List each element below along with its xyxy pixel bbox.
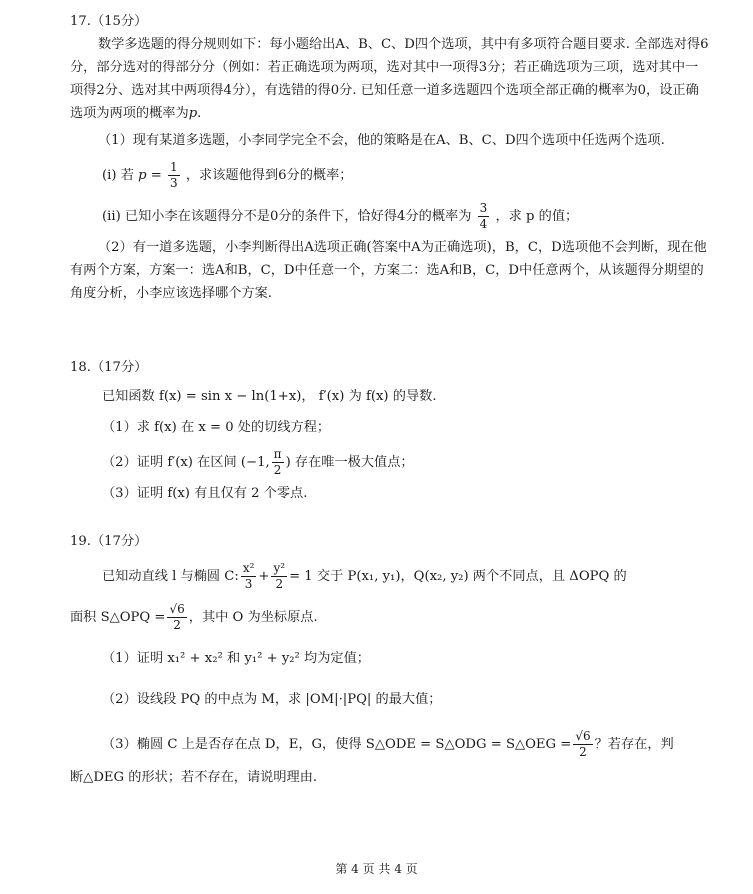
q19-intro-post: = 1 交于 P(x₁, y₁)，Q(x₂, y₂) 两个不同点，且 ΔOPQ 的 [289,569,627,584]
q19-part3 [70,729,710,760]
q19-area [70,602,710,633]
q17-part1-i-fraction [168,160,180,191]
frac-numerator: √6 [169,602,185,616]
q17-intro [70,33,710,125]
q19-part3-pre: （3）椭圆 C 上是否存在点 D，E，G，使得 S△ODE = S△ODG = S△OEG = [102,737,572,752]
q19-ellipse-frac-x [241,561,257,592]
q17-part1-ii-fraction [478,201,490,232]
q19-area-pre: 面积 S△OPQ = [70,610,166,625]
frac-denominator: 3 [244,577,253,591]
q19-part3-line2: 断△DEG 的形状；若不存在，请说明理由. [70,770,318,785]
question-19 [70,530,710,789]
frac-numerator: 3 [479,201,488,215]
q17-part1-ii-pre: (ii) 已知小李在该题得分不是0分的条件下，恰好得4分的概率为 [102,209,472,224]
q19-plus: + [258,569,270,584]
q19-header: 19.（17分） [70,534,148,549]
frac-denominator: 2 [173,618,181,632]
q18-part2-pre: （2）证明 f′(x) 在区间 (−1, [102,455,270,470]
q17-part1: （1）现有某道多选题，小李同学完全不会，他的策略是在A、B、C、D四个选项中任选两个选项. [98,133,665,148]
q19-part3-post: ？若存在，判 [594,737,674,752]
q17-intro-p: p [188,106,198,121]
q19-area-post: ，其中 O 为坐标原点. [188,610,318,625]
q18-part1: （1）求 f(x) 在 x = 0 处的切线方程； [102,420,331,435]
q18-intro: 已知函数 f(x) = sin x − ln(1+x)， f′(x) 为 f(x) 的导数. [102,389,437,404]
q18-part2 [70,447,710,478]
frac-denominator: 2 [579,745,587,759]
q17-part2: （2）有一道多选题，小李判断得出A选项正确(答案中A为正确选项)，B，C，D选项他不会判断，现在他有两个方案，方案一：选A和B，C，D中任意一个，方案二：选A和B，C，D中任意两个，从该题得分期望的角度分析，小李应该选择哪个方案. [70,240,707,301]
q17-part1-ii-post: ，求 p 的值； [495,209,579,224]
frac-numerator: x² [242,561,255,575]
q18-part2-fraction [272,447,284,478]
frac-denominator: 3 [169,176,178,190]
frac-numerator: y² [273,561,286,575]
question-17 [70,10,710,305]
page-footer: 第 4 页 共 4 页 [335,862,418,876]
q17-part1-i [70,160,710,191]
q19-part3-fraction [573,729,592,760]
q19-part1: （1）证明 x₁² + x₂² 和 y₁² + y₂² 均为定值； [102,651,370,666]
q17-part1-ii [70,201,710,232]
q17-part1-i-var: p = [138,168,162,183]
q17-header: 17.（15分） [70,14,148,29]
q19-area-fraction [167,602,186,633]
q17-intro-text: 数学多选题的得分规则如下：每小题给出A、B、C、D四个选项，其中有多项符合题目要求. 全部选对得6分，部分选对的得部分分（例如：若正确选项为两项，选对其中一项得3分；若正确选项为三项，选对其中一项得2分、选对其中两项得4分），有选错的得0分. 已知任意一道多选题四个选项全部正确的概率为0，设正确选项为两项的概率为 [70,37,709,121]
q18-part3: （3）证明 f(x) 有且仅有 2 个零点. [102,486,308,501]
frac-denominator: 2 [275,577,284,591]
q19-ellipse-frac-y [271,561,287,592]
frac-numerator: 1 [169,160,178,174]
q17-intro-end: . [197,106,202,121]
q17-part1-i-pre: (i) 若 [102,168,134,183]
frac-denominator: 4 [479,217,488,231]
q19-intro [70,561,710,592]
frac-numerator: √6 [575,729,591,743]
q18-header: 18.（17分） [70,360,148,375]
q18-part2-post: ) 存在唯一极大值点； [285,455,414,470]
q19-part2: （2）设线段 PQ 的中点为 M，求 |OM|·|PQ| 的最大值； [102,692,442,707]
frac-numerator: π [273,447,282,461]
q19-intro-pre: 已知动直线 l 与椭圆 C: [102,569,239,584]
frac-denominator: 2 [273,463,282,477]
q17-part1-i-post: ，求该题他得到6分的概率； [185,168,353,183]
question-18 [70,356,710,505]
